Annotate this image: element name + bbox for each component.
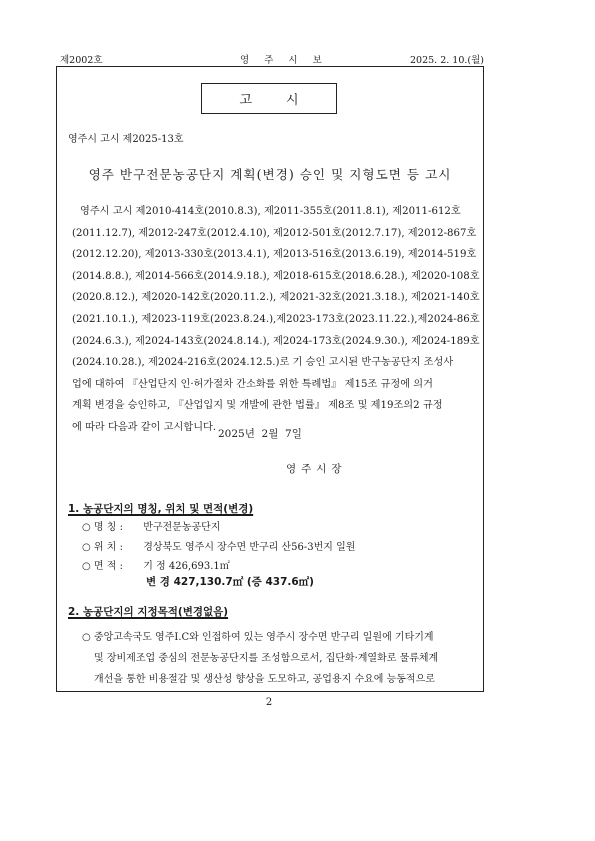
- purpose-line: 개선을 통한 비용절감 및 생산성 향상을 도모하고, 공업용지 수요에 능동적으로: [94, 674, 435, 685]
- section2-purpose: [82, 627, 482, 690]
- body-line: (2021.10.1.), 제2023-119호(2023.8.24.),제2023-173호(2023.11.22.),제2024-86호: [72, 313, 480, 325]
- body-line: 영주시 고시 제2010-414호(2010.8.3), 제2011-355호(2011.8.1), 제2011-612호: [80, 206, 461, 217]
- notice-heading-box: 고시: [201, 83, 337, 114]
- section1-item-area: [82, 557, 230, 572]
- body-line: (2024.10.28.), 제2024-216호(2024.12.5.)로 기 승인 고시된 반구농공단지 조성사: [72, 357, 454, 369]
- section1-item-name: [82, 518, 220, 533]
- section2-title-text: 2. 농공단지의 지정목적(변경없음): [68, 606, 229, 618]
- section1-title: [68, 501, 253, 516]
- item-label: ○ 명 칭 :: [82, 522, 123, 533]
- purpose-line: ○ 중앙고속국도 영주I.C와 인접하여 있는 영주시 장수면 반구리 일원에 기타기계: [82, 632, 434, 643]
- body-line: (2014.8.8.), 제2014-566호(2014.9.18.), 제2018-615호(2018.6.28.), 제2020-108호: [72, 270, 480, 282]
- item-label: ○ 면 적 :: [82, 561, 123, 572]
- issue-number: 제2002호: [60, 55, 103, 66]
- page-number: 2: [265, 697, 273, 708]
- notice-title: 영주 반구전문농공단지 계획(변경) 승인 및 지형도면 등 고시: [88, 167, 452, 182]
- page-header: [60, 50, 484, 66]
- item-value: 반구전문농공단지: [143, 522, 221, 533]
- purpose-line: 및 장비제조업 중심의 전문농공단지를 조성함으로서, 집단화·계열화로 물류체계: [94, 653, 439, 664]
- body-line: (2011.12.7), 제2012-247호(2012.4.10), 제2012-501호(2012.7.17), 제2012-867호: [72, 227, 477, 239]
- issuer-name: 영주시장: [286, 463, 347, 475]
- item-value: 경상북도 영주시 장수면 반구리 산56-3번지 일원: [143, 542, 356, 553]
- body-line: 에 따라 다음과 같이 고시합니다.: [72, 421, 217, 433]
- body-line: (2024.6.3.), 제2024-143호(2024.8.14.), 제2024-173호(2024.9.30.), 제2024-189호: [72, 335, 480, 347]
- section2-title: [68, 604, 228, 619]
- body-line: 계획 변경을 승인하고, 『산업입지 및 개발에 관한 법률』 제8조 및 제19조의2 규정: [72, 400, 443, 412]
- notice-date: 2025년 2월 7일: [218, 428, 302, 440]
- issue-date: 2025. 2. 10.(월): [410, 55, 484, 66]
- publication-name: 영 주 시 보: [240, 55, 328, 66]
- section1-area-changed: 변 경 427,130.7㎡ (증 437.6㎡): [146, 576, 314, 588]
- item-label: ○ 위 치 :: [82, 542, 123, 553]
- section1-item-location: [82, 538, 355, 553]
- section1-title-text: 1. 농공단지의 명칭, 위치 및 면적(변경): [68, 503, 254, 515]
- notice-body: [72, 201, 484, 439]
- body-line: 업에 대하여 『산업단지 인·허가절차 간소화를 위한 특례법』 제15조 규정에 의거: [72, 378, 433, 390]
- body-line: (2020.8.12.), 제2020-142호(2020.11.2.), 제2021-32호(2021.3.18.), 제2021-140호: [72, 292, 480, 304]
- notice-number: 영주시 고시 제2025-13호: [68, 134, 184, 145]
- body-line: (2012.12.20), 제2013-330호(2013.4.1), 제2013-516호(2013.6.19), 제2014-519호: [72, 249, 477, 261]
- item-value: 기 정 426,693.1㎡: [143, 561, 230, 572]
